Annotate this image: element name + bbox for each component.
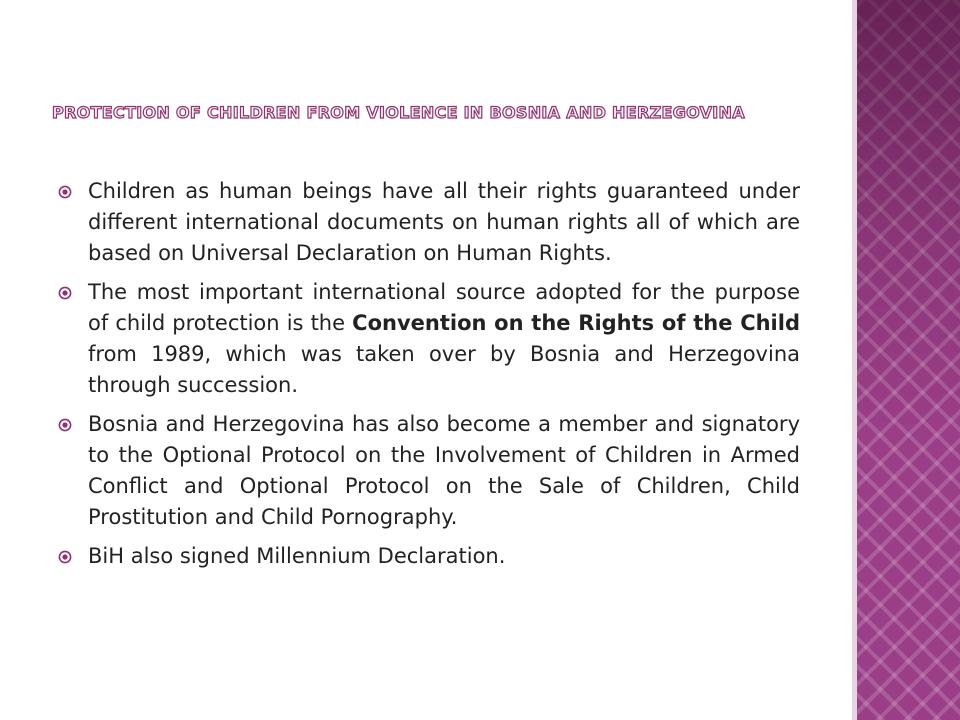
bullet-list [52, 176, 800, 580]
bullet-text: Children as human beings have all their rights guaranteed under different international documents on human rights all of which are based on Universal Declaration on Human Rights. [88, 179, 800, 265]
circled-dot-icon [58, 550, 72, 564]
bullet-item [52, 176, 800, 269]
decorative-pattern-band [857, 0, 960, 720]
circled-dot-icon [58, 418, 72, 432]
bullet-text: BiH also signed Millennium Declaration. [88, 544, 506, 568]
bullet-text-post: from 1989, which was taken over by Bosnia and Herzegovina through succession. [88, 342, 800, 397]
bullet-item [52, 541, 800, 572]
circled-dot-icon [58, 286, 72, 300]
convention-name: Convention on the Rights of the Child [352, 311, 800, 335]
bullet-item [52, 277, 800, 401]
bullet-text: Bosnia and Herzegovina has also become a member and signatory to the Optional Protocol on the Involvement of Children in Armed Conflict and Optional Protocol on the Sale of Children, Child Prostitution and Child Pornography. [88, 412, 800, 529]
bullet-item [52, 409, 800, 533]
bullet-text-pre: The most important international source adopted for the purpose of child protection is the [88, 280, 800, 335]
slide-title: PROTECTION OF CHILDREN FROM VIOLENCE IN BOSNIA AND HERZEGOVINA [52, 103, 745, 122]
circled-dot-icon [58, 185, 72, 199]
